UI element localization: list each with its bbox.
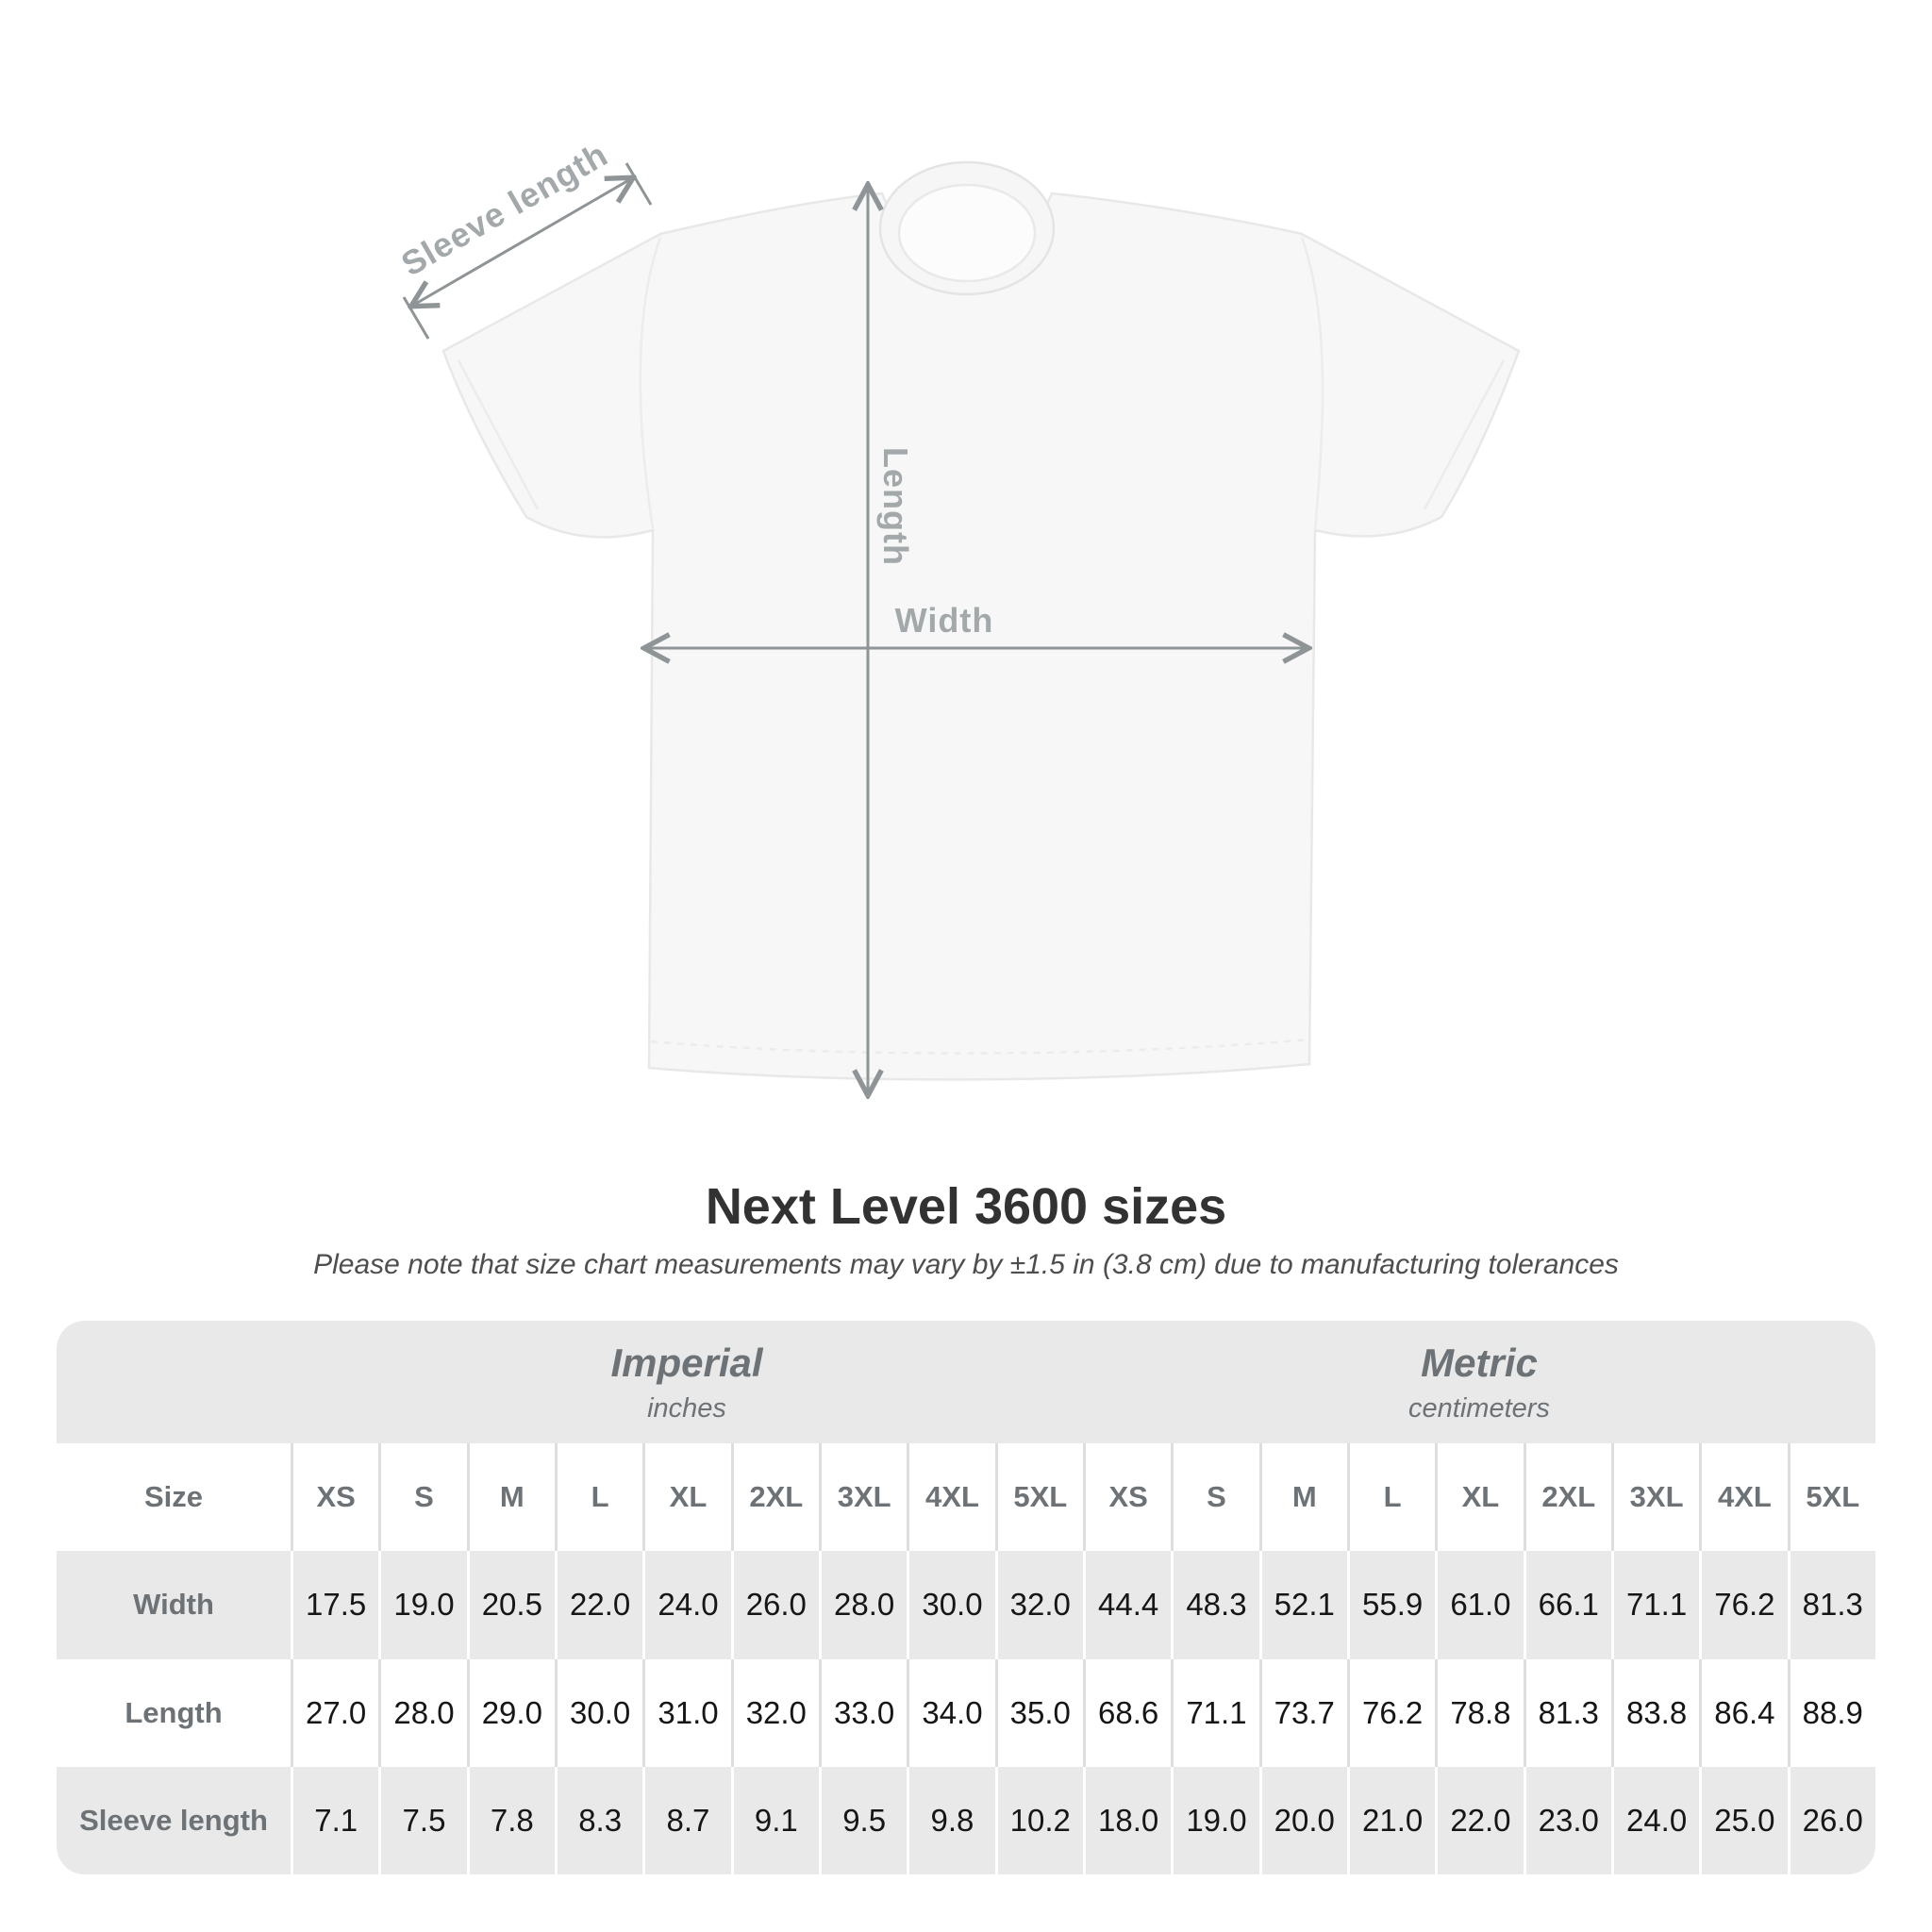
metric-unit-label: centimeters [1408, 1392, 1550, 1424]
size-value-cell: 23.0 [1524, 1767, 1611, 1874]
size-value-cell: 33.0 [819, 1659, 907, 1767]
size-value-cell: 7.8 [467, 1767, 555, 1874]
size-value-cell: 31.0 [642, 1659, 730, 1767]
sleeve-length-label: Sleeve length [394, 134, 615, 284]
size-header-row [57, 1443, 1875, 1551]
size-column-header: XS [1083, 1443, 1171, 1551]
size-column-header: 4XL [1699, 1443, 1787, 1551]
size-value-cell: 22.0 [555, 1551, 642, 1658]
size-value-cell: 81.3 [1524, 1659, 1611, 1767]
size-column-header: L [1347, 1443, 1435, 1551]
size-value-cell: 22.0 [1435, 1767, 1523, 1874]
size-value-cell: 28.0 [378, 1659, 466, 1767]
size-value-cell: 9.8 [907, 1767, 994, 1874]
size-value-cell: 76.2 [1699, 1551, 1787, 1658]
size-value-cell: 86.4 [1699, 1659, 1787, 1767]
size-value-cell: 9.1 [731, 1767, 819, 1874]
unit-header-row [57, 1321, 1875, 1443]
size-column-header: 2XL [731, 1443, 819, 1551]
size-value-cell: 26.0 [1788, 1767, 1875, 1874]
size-value-cell: 29.0 [467, 1659, 555, 1767]
size-value-cell: 76.2 [1347, 1659, 1435, 1767]
row-label-sleeve-length: Sleeve length [79, 1803, 268, 1837]
size-value-cell: 44.4 [1083, 1551, 1171, 1658]
size-value-cell: 66.1 [1524, 1551, 1611, 1658]
size-column-header: XS [291, 1443, 378, 1551]
size-value-cell: 30.0 [555, 1659, 642, 1767]
size-table [57, 1321, 1875, 1874]
size-value-cell: 24.0 [642, 1551, 730, 1658]
size-column-header: 3XL [1611, 1443, 1699, 1551]
size-value-cell: 81.3 [1788, 1551, 1875, 1658]
size-value-cell: 8.3 [555, 1767, 642, 1874]
metric-section-header [1083, 1321, 1875, 1443]
size-column-header: 2XL [1524, 1443, 1611, 1551]
sleeve-arrow-tick-end [626, 163, 651, 205]
size-value-cell: 48.3 [1171, 1551, 1258, 1658]
size-value-cell: 52.1 [1259, 1551, 1347, 1658]
width-row [57, 1551, 1875, 1658]
row-label-length: Length [125, 1695, 223, 1729]
page-title: Next Level 3600 sizes [705, 1178, 1227, 1235]
size-column-header: S [378, 1443, 466, 1551]
size-row-label: Size [143, 1480, 204, 1514]
size-value-cell: 20.0 [1259, 1767, 1347, 1874]
size-value-cell: 19.0 [378, 1551, 466, 1658]
size-value-cell: 32.0 [995, 1551, 1083, 1658]
size-value-cell: 73.7 [1259, 1659, 1347, 1767]
size-value-cell: 18.0 [1083, 1767, 1171, 1874]
length-row [57, 1659, 1875, 1767]
size-column-header: 4XL [907, 1443, 994, 1551]
imperial-section-header [291, 1321, 1083, 1443]
size-value-cell: 61.0 [1435, 1551, 1523, 1658]
size-value-cell: 19.0 [1171, 1767, 1258, 1874]
size-value-cell: 27.0 [291, 1659, 378, 1767]
size-value-cell: 71.1 [1611, 1551, 1699, 1658]
size-value-cell: 7.5 [378, 1767, 466, 1874]
size-column-header: 3XL [819, 1443, 907, 1551]
sleeve-length-row [57, 1767, 1875, 1874]
size-column-header: 5XL [995, 1443, 1083, 1551]
size-value-cell: 7.1 [291, 1767, 378, 1874]
size-value-cell: 10.2 [995, 1767, 1083, 1874]
size-value-cell: 88.9 [1788, 1659, 1875, 1767]
size-value-cell: 55.9 [1347, 1551, 1435, 1658]
size-column-header: M [467, 1443, 555, 1551]
size-value-cell: 71.1 [1171, 1659, 1258, 1767]
size-column-header: M [1259, 1443, 1347, 1551]
row-label-width: Width [133, 1588, 214, 1622]
metric-label: Metric [1421, 1340, 1538, 1385]
size-value-cell: 28.0 [819, 1551, 907, 1658]
unit-header-spacer [57, 1321, 291, 1443]
size-value-cell: 21.0 [1347, 1767, 1435, 1874]
tolerance-note: Please note that size chart measurements may vary by ±1.5 in (3.8 cm) due to manufacturing tolerances [313, 1249, 1619, 1280]
size-value-cell: 34.0 [907, 1659, 994, 1767]
size-value-cell: 35.0 [995, 1659, 1083, 1767]
size-column-header: 5XL [1788, 1443, 1875, 1551]
size-value-cell: 8.7 [642, 1767, 730, 1874]
size-value-cell: 17.5 [291, 1551, 378, 1658]
size-value-cell: 25.0 [1699, 1767, 1787, 1874]
size-value-cell: 30.0 [907, 1551, 994, 1658]
size-column-header: L [555, 1443, 642, 1551]
size-value-cell: 26.0 [731, 1551, 819, 1658]
size-column-header: XL [642, 1443, 730, 1551]
size-column-header: S [1171, 1443, 1258, 1551]
size-value-cell: 9.5 [819, 1767, 907, 1874]
size-value-cell: 68.6 [1083, 1659, 1171, 1767]
size-value-cell: 20.5 [467, 1551, 555, 1658]
length-label: Length [876, 447, 915, 566]
size-value-cell: 32.0 [731, 1659, 819, 1767]
size-value-cell: 78.8 [1435, 1659, 1523, 1767]
size-value-cell: 83.8 [1611, 1659, 1699, 1767]
imperial-unit-label: inches [647, 1392, 726, 1424]
size-column-header: XL [1435, 1443, 1523, 1551]
size-value-cell: 24.0 [1611, 1767, 1699, 1874]
width-label: Width [894, 601, 994, 640]
imperial-label: Imperial [610, 1340, 763, 1385]
tshirt-collar-inner [899, 185, 1035, 281]
